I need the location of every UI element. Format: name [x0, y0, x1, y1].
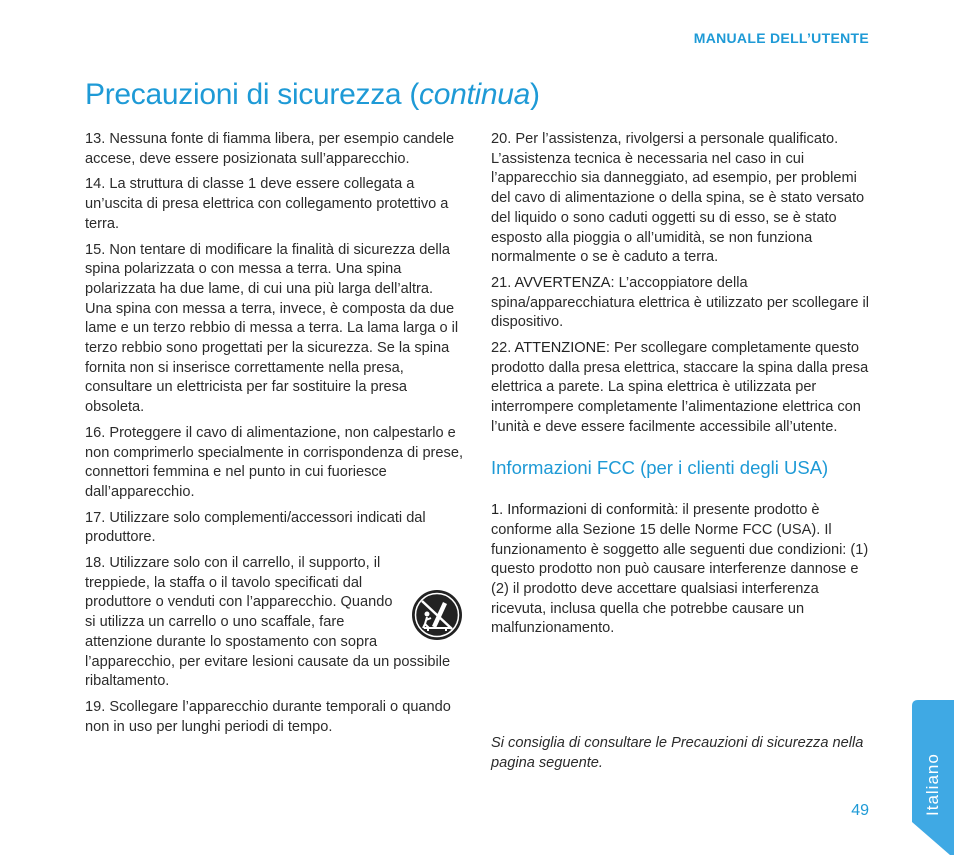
item-21-prefix: 21. — [491, 274, 515, 291]
fcc-label: 1. Informazioni di conformità: — [491, 502, 679, 519]
right-column — [491, 130, 873, 645]
item-21 — [491, 274, 873, 333]
cart-tip-over-warning-icon — [410, 588, 464, 642]
fcc-heading: Informazioni FCC (per i clienti degli USA) — [491, 456, 829, 478]
item-14: 14. La struttura di classe 1 deve essere collegata a un’uscita di presa elettrica con collegamento protettivo a terra. — [85, 176, 449, 232]
item-22-text: : Per scollegare completamente questo prodotto dalla presa elettrica, staccare la spina dalla presa elettrica a parete. La spina elettrica è utilizzata per interrompere completamente l’alimentazione elettrica con l’unità e deve essere facilmente accessibile all’utente. — [491, 340, 869, 435]
item-22-prefix: 22. — [491, 340, 515, 357]
item-18-text: 18. Utilizzare solo con il carrello, il supporto, il treppiede, la staffa o il tavolo specificati dal produttore o venduti con l’apparecchio. Quando si utilizza un carrello o uno scaffale, fare attenzione durante lo spostamento con sopra l’apparecchio, per evitare lesioni causate da un possibile ribaltamento. — [85, 555, 451, 690]
language-tab — [912, 700, 954, 855]
item-22-label: ATTENZIONE — [514, 340, 606, 357]
manual-label: MANUALE DELL’UTENTE — [693, 30, 869, 46]
page-title-close: ) — [530, 78, 540, 111]
left-column — [85, 130, 463, 743]
item-13: 13. Nessuna fonte di fiamma libera, per esempio candele accese, deve essere posizionata sull’apparecchio. — [85, 131, 455, 167]
item-15: 15. Non tentare di modificare la finalità di sicurezza della spina polarizzata o con messa a terra. Una spina polarizzata ha due lame, di cui una più larga dell’altra. Una spina con messa a terra, invece, è composta da due lame e un terzo rebbio di messa a terra. La lama larga o il terzo rebbio sono progettati per la sicurezza. Se la spina fornita non si inserisce correttamente nella presa, consultare un elettricista per far sostituire la presa obsoleta. — [85, 241, 459, 416]
item-20: 20. Per l’assistenza, rivolgersi a personale qualificato. L’assistenza tecnica è necessaria nel caso in cui l’apparecchio sia danneggiato, ad esempio, per problemi del cavo di alimentazione o della spina, se è stato versato del liquido o sono caduti oggetti su di esso, se è stato esposto alla pioggia o all’umidità, se non funziona normalmente o se è caduto a terra. — [491, 131, 865, 266]
item-16: 16. Proteggere il cavo di alimentazione, non calpestarlo e non comprimerlo specialmente in corrispondenza di prese, connettori femmina e nel punto in cui fuoriesce dall’apparecchio. — [85, 424, 464, 500]
item-19: 19. Scollegare l’apparecchio durante temporali o quando non in uso per lunghi periodi di tempo. — [85, 698, 451, 735]
page-number: 49 — [851, 802, 869, 819]
next-page-note: Si consiglia di consultare le Precauzioni di sicurezza nella pagina seguente. — [491, 735, 864, 771]
fcc-text: il presente prodotto è conforme alla Sezione 15 delle Norme FCC (USA). Il funzionamento è soggetto alle seguenti due condizioni: (1) questo prodotto non può causare interferenze dannose e (2) il prodotto deve accettare qualsiasi interferenza ricevuta, inclusa quella che potrebbe causare un malfunzionamento. — [491, 502, 869, 637]
fcc-paragraph — [491, 501, 873, 639]
item-22 — [491, 339, 873, 438]
page-title — [85, 78, 540, 112]
item-21-label: AVVERTENZA — [514, 274, 611, 291]
language-tab-label: Italiano — [923, 753, 942, 817]
page-title-italic: continua — [419, 78, 531, 111]
item-18 — [85, 554, 463, 692]
item-17: 17. Utilizzare solo complementi/accessori indicati dal produttore. — [85, 509, 426, 546]
item-21-text: : L’accoppiatore della spina/apparecchiatura elettrica è utilizzato per scollegare il dispositivo. — [491, 274, 870, 331]
page-title-main: Precauzioni di sicurezza ( — [85, 78, 420, 111]
